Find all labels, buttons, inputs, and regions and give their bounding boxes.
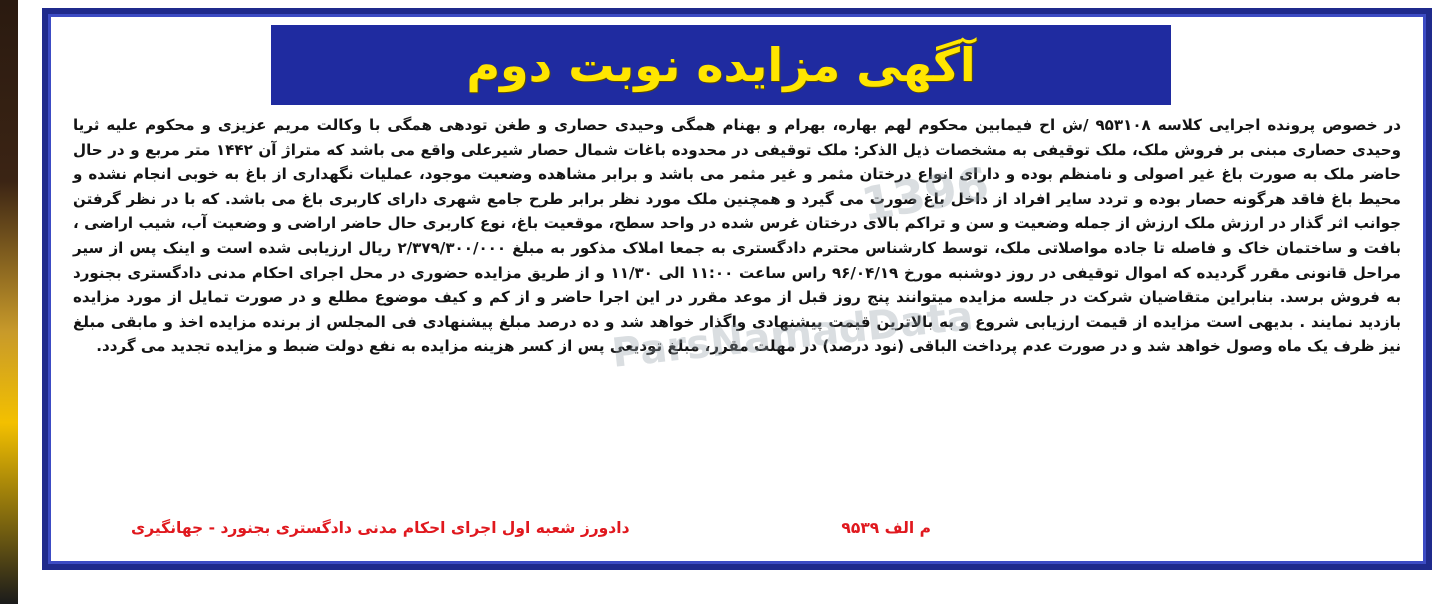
notice-footer — [111, 517, 1401, 545]
notice-reference-code: م الف ۹۵۳۹ — [841, 519, 931, 537]
auction-notice-frame — [42, 8, 1432, 570]
adjacent-ad-strip — [0, 0, 18, 604]
notice-title-banner — [271, 25, 1171, 105]
notice-title: آگهی مزایده نوبت دوم — [466, 38, 976, 92]
auction-notice-panel — [48, 14, 1426, 564]
watermark-year: 1396 — [857, 156, 993, 232]
watermark-brand: ParsNamadData — [609, 293, 976, 377]
page-gutter — [18, 0, 24, 604]
notice-signature: دادورز شعبه اول اجرای احکام مدنی دادگستری بجنورد - جهانگیری — [131, 519, 630, 537]
notice-body-text: در خصوص پرونده اجرایی کلاسه ۹۵۳۱۰۸ /ش اح فیمابین محکوم لهم بهاره، بهرام و بهنام همگی وحیدی حصاری و طغن تودهی همگی با وکالت مریم عزیزی و محکوم علیه ثریا وحیدی حصاری مبنی بر فروش ملک، ملک توقیفی به مشخصات ذیل الذکر: ملک توقیفی در محدوده باغات شمال حصار شیرعلی واقع می باشد که متراژ آن ۱۴۴۲ متر مربع و در حال حاضر ملک به صورت باغ غیر اصولی و نامنظم بوده و دارای انواع درختان مثمر و غیر مثمر می باشد و برابر مشاهده وضعیت موجود، عملیات نگهداری از باغ به خوبی انجام نشده و محیط باغ فاقد هرگونه حصار بوده و تردد سایر افراد از داخل باغ صورت می گیرد و همچنین ملک مورد نظر برابر طرح جامع شهری دارای کاربری باغ می باشد. که با در نظر گرفتن جوانب اثر گذار در ارزش ملک ارزش از جمله وضعیت و سن و تراکم بالای درختان غرس شده در واحد سطح، موقعیت باغ، نوع کاربری حال حاضر اراضی و وضعیت آب، شیب اراضی ، بافت و ساختمان خاک و فاصله تا جاده مواصلاتی ملک، توسط کارشناس محترم دادگستری به جمعا املاک مذکور به مبلغ ۲/۳۷۹/۳۰۰/۰۰۰ ریال ارزیابی شده است و اینک پس از سیر مراحل قانونی مقرر گردیده که اموال توقیفی در روز دوشنبه مورخ ۹۶/۰۴/۱۹ راس ساعت ۱۱:۰۰ الی ۱۱/۳۰ و از طریق مزایده حضوری در محل اجرای احکام مدنی دادگستری بجنورد به فروش برسد. بنابراین متقاضیان شرکت در جلسه مزایده میتوانند پنج روز قبل از موعد مقرر در این اجرا حاضر و از کم و کیف موضوع مطلع و در صورت تمایل از مورد مزایده بازدید نمایند . بدیهی است مزایده از قیمت ارزیابی شروع و به بالاترین قیمت پیشنهادی واگذار خواهد شد و ده درصد مبلغ پیشنهادی فی المجلس از برنده مزایده اخذ و مابقی مبلغ نیز ظرف یک ماه وصول خواهد شد و در صورت عدم پرداخت الباقی (نود درصد) در مهلت مقرر، مبلغ تودیعی پس از کسر هزینه مزایده به نفع دولت ضبط و مزایده تجدید می گردد. — [73, 116, 1402, 356]
